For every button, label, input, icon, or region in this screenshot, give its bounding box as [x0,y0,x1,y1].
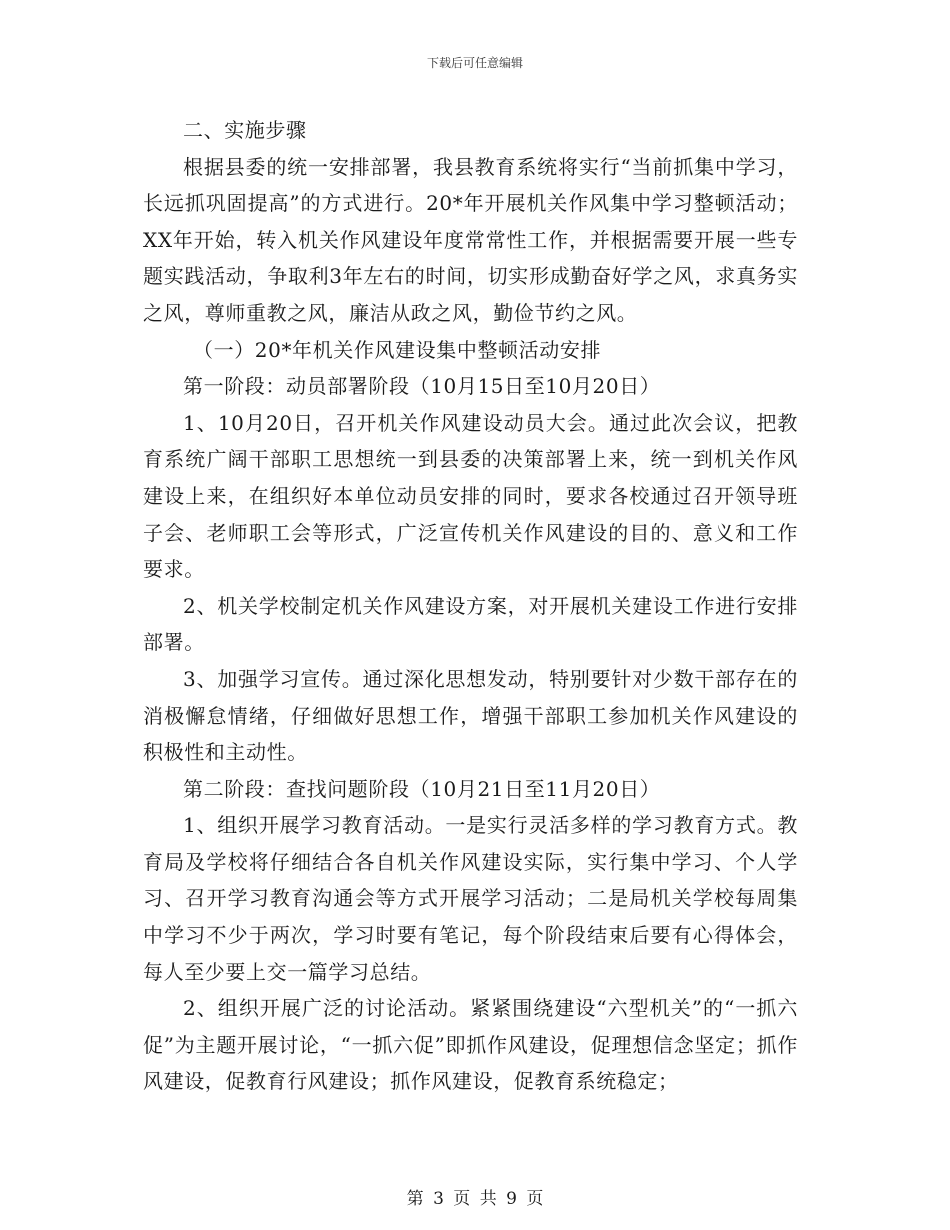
document-body [143,112,798,1100]
subsection-title: （一）20*年机关作风建设集中整顿活动安排 [193,337,602,362]
paragraph-item: 2、机关学校制定机关作风建设方案，对开展机关建设工作进行安排部署。 [143,593,798,655]
phase-one-title: 第一阶段：动员部署阶段（10月15日至10月20日） [183,374,661,399]
paragraph-item: 2、组织开展广泛的讨论活动。紧紧围绕建设“六型机关”的“一抓六促”为主题开展讨论，“一抓六促”即抓作风建设，促理想信念坚定；抓作风建设，促教育行风建设；抓作风建设，促教育系统稳定； [143,996,798,1094]
paragraph-item: 3、加强学习宣传。通过深化思想发动，特别要针对少数干部存在的消极懈怠情绪，仔细做好思想工作，增强干部职工参加机关作风建设的积极性和主动性。 [143,666,798,765]
paragraph-intro: 根据县委的统一安排部署，我县教育系统将实行“当前抓集中学习，长远抓巩固提高”的方式进行。20*年开展机关作风集中学习整顿活动；XX年开始，转入机关作风建设年度常常性工作，并根据需要开展一些专题实践活动，争取利3年左右的时间，切实形成勤奋好学之风，求真务实之风，尊师重教之风，廉洁从政之风，勤俭节约之风。 [143,154,798,325]
paragraph-item: 1、组织开展学习教育活动。一是实行灵活多样的学习教育方式。教育局及学校将仔细结合各自机关作风建设实际，实行集中学习、个人学习、召开学习教育沟通会等方式开展学习活动；二是局机关学校每周集中学习不少于两次，学习时要有笔记，每个阶段结束后要有心得体会，每人至少要上交一篇学习总结。 [143,813,798,984]
page-number: 第 3 页 共 9 页 [406,1189,544,1209]
phase-two-title: 第二阶段：查找问题阶段（10月21日至11月20日） [183,776,661,801]
page-header-note: 下载后可任意编辑 [426,56,523,70]
section-title: 二、实施步骤 [183,118,307,142]
paragraph-item: 1、10月20日，召开机关作风建设动员大会。通过此次会议，把教育系统广阔干部职工思想统一到县委的决策部署上来，统一到机关作风建设上来，在组织好本单位动员安排的同时，要求各校通过召开领导班子会、老师职工会等形式，广泛宣传机关作风建设的目的、意义和工作要求。 [143,410,798,582]
